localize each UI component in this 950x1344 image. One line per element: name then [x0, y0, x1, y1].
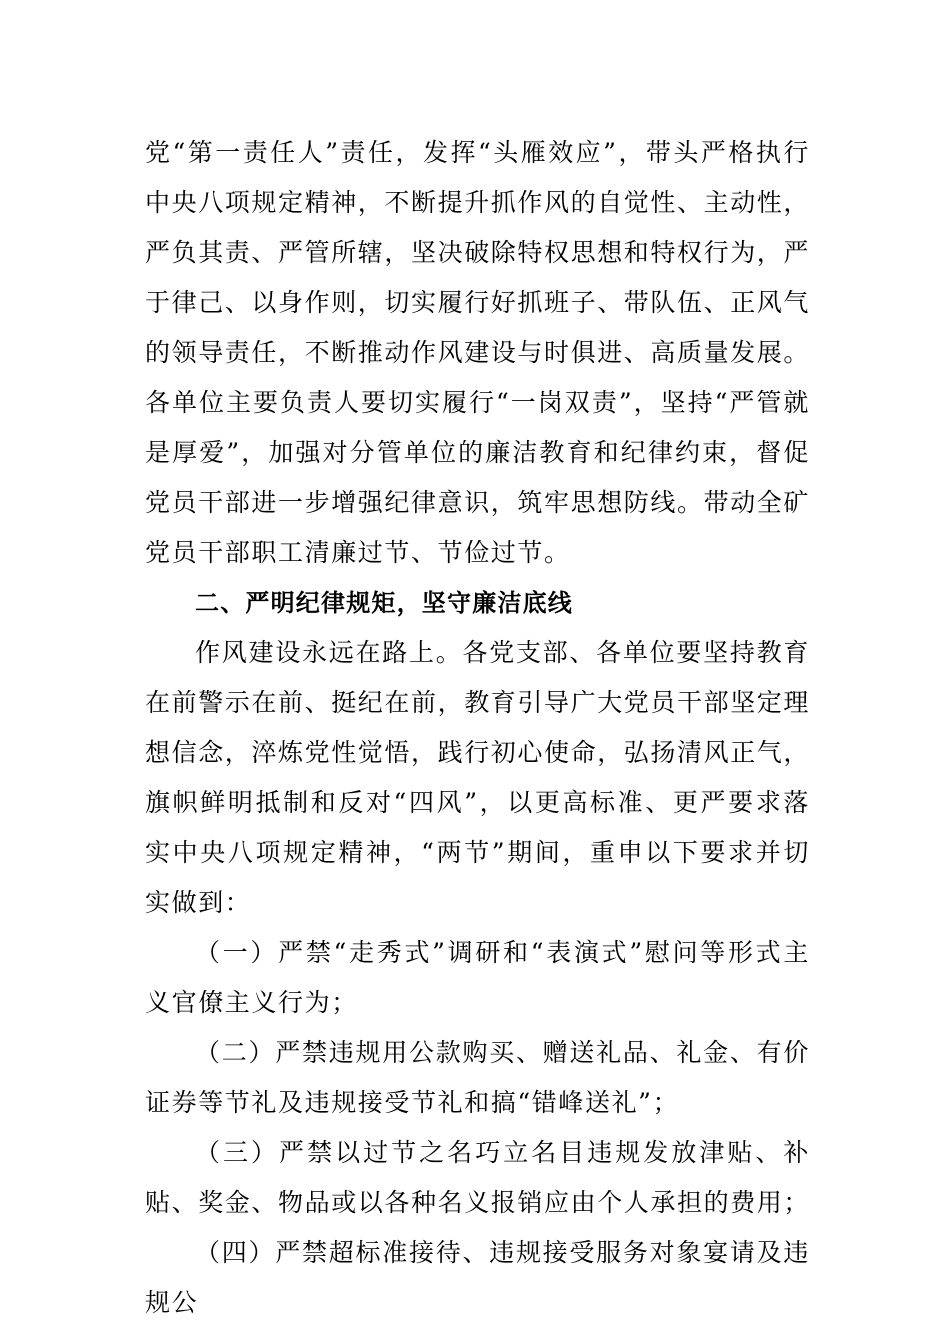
list-item-4: （四）严禁超标准接待、违规接受服务对象宴请及违规公: [145, 1238, 810, 1317]
list-item-3: （三）严禁以过节之名巧立名目违规发放津贴、补贴、奖金、物品或以各种名义报销应由个人承担的费用；: [145, 1138, 811, 1217]
list-item-1: （一）严禁“走秀式”调研和“表演式”慰问等形式主义官僚主义行为；: [145, 938, 810, 1017]
paragraph-body: 作风建设永远在路上。各党支部、各单位要坚持教育在前警示在前、挺纪在前，教育引导广大党员干部坚定理想信念，淬炼党性觉悟，践行初心使命，弘扬清风正气，旗帜鲜明抵制和反对“四风”，以更高标准、更严要求落实中央八项规定精神，“两节”期间，重申以下要求并切实做到：: [145, 638, 811, 917]
document-body: [145, 128, 810, 1328]
section-heading: 二、严明纪律规矩，坚守廉洁底线: [195, 589, 573, 617]
list-item-2: （二）严禁违规用公款购买、赠送礼品、礼金、有价证券等节礼及违规接受节礼和搞“错峰送礼”；: [145, 1038, 810, 1117]
paragraph-continuation: 党“第一责任人”责任，发挥“头雁效应”，带头严格执行中央八项规定精神，不断提升抓作风的自觉性、主动性，严负其责、严管所辖，坚决破除特权思想和特权行为，严于律己、以身作则，切实履行好抓班子、带队伍、正风气的领导责任，不断推动作风建设与时俱进、高质量发展。各单位主要负责人要切实履行“一岗双责”，坚持“严管就是厚爱”，加强对分管单位的廉洁教育和纪律约束，督促党员干部进一步增强纪律意识，筑牢思想防线。带动全矿党员干部职工清廉过节、节俭过节。: [145, 138, 811, 567]
